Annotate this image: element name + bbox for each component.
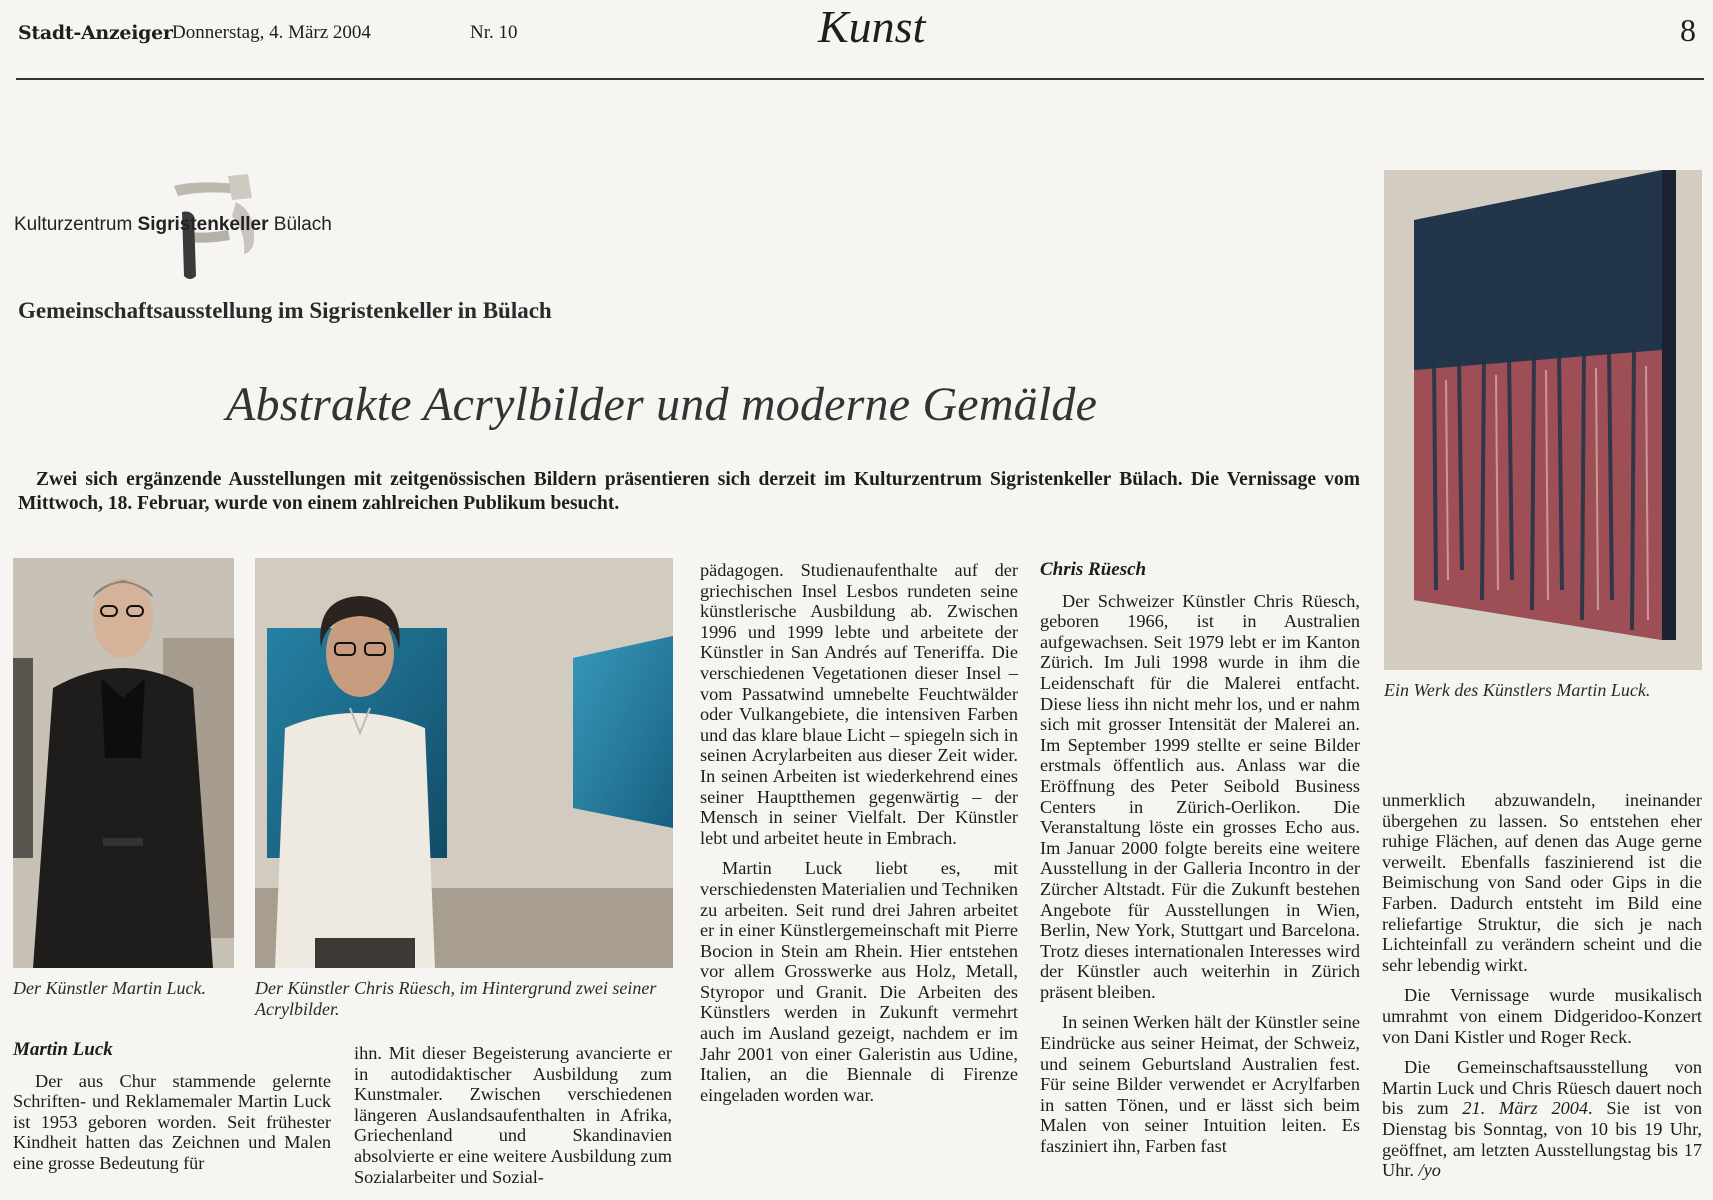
photo-artwork-martin-luck bbox=[1384, 170, 1702, 670]
paragraph: Die Gemeinschaftsausstellung von Martin Luck und Chris Rüesch dauert noch bis zum 21. März 2004. Sie ist von Dienstag bis Sonntag, von 10 bis 19 Uhr, geöffnet, am letzten Ausstellungstag bis 17 Uhr. /yo bbox=[1382, 1057, 1703, 1181]
article-column-3 bbox=[700, 560, 1018, 1105]
article-column-1 bbox=[13, 1040, 331, 1174]
photo-caption: Ein Werk des Künstlers Martin Luck. bbox=[1384, 680, 1651, 700]
headline: Abstrakte Acrylbilder und moderne Gemälde bbox=[226, 378, 1098, 431]
paragraph: Martin Luck liebt es, mit verschiedensten Materialien und Techniken zu arbeiten. Seit rund drei Jahren arbeitet er in einer Künstlergemeinschaft mit Pierre Bocion in Stein am Rhein. Hier entstehen vor allem Grosswerke aus Holz, Metall, Styropor und Granit. Die Arbeiten des Künstlers werden in Zukunft vermehrt auch im Ausland gezeigt, nachdem er im Jahr 2001 von einer Galeristin aus Udine, Italien, an die Biennale di Firenze eingeladen worden war. bbox=[700, 858, 1018, 1105]
kulturzentrum-logo-text: Kulturzentrum Sigristenkeller Bülach bbox=[14, 214, 332, 235]
paragraph: In seinen Werken hält der Künstler seine Eindrücke aus seiner Heimat, der Schweiz, und seinem Geburtsland Australien fest. Für seine Bilder verwendet er Acrylfarben in satten Tönen, und er lässt sich beim Malen von seiner Intuition leiten. Es fasziniert ihn, Farben fast bbox=[1040, 1012, 1360, 1157]
paragraph: Der Schweizer Künstler Chris Rüesch, geboren 1966, ist in Australien aufgewachsen. Seit 1979 lebt er im Kanton Zürich. Im Juli 1998 wurde in ihm die Leidenschaft für die Malerei entfacht. Diese liess ihn nicht mehr los, und er nahm sich mit grosser Intensität der Malerei an. Im September 1999 stellte er seine Bilder erstmals öffentlich aus. Anlass war die Eröffnung des Peter Seibold Business Centers in Zürich-Oerlikon. Die Veranstaltung löste ein grosses Echo aus. Im Januar 2000 folgte bereits eine weitere Ausstellung in der Galleria Incontro in der Zürcher Altstadt. Für die Zukunft bestehen Angebote für Ausstellungen in Wien, Berlin, New York, Stuttgart und Barcelona. Trotz dieses internationalen Interesses wird der Künstler auch weiterhin in Zürich präsent bleiben. bbox=[1040, 590, 1360, 1002]
issue-number: Nr. 10 bbox=[470, 22, 518, 43]
article-column-2 bbox=[354, 1043, 672, 1187]
page-number: 8 bbox=[1680, 12, 1696, 48]
subhead-chris-rueesch: Chris Rüesch bbox=[1040, 559, 1147, 580]
subhead-martin-luck: Martin Luck bbox=[13, 1039, 113, 1060]
kicker: Gemeinschaftsausstellung im Sigristenkeller in Bülach bbox=[18, 298, 552, 323]
photo-chris-rueesch bbox=[255, 558, 673, 968]
paragraph: pädagogen. Studienaufenthalte auf der griechischen Insel Lesbos rundeten seine künstlerische Ausbildung ab. Zwischen 1996 und 1999 lebte und arbeitete der Künstler in San Andrés auf Teneriffa. Die verschiedenen Vegetationen dieser Insel – vom Passatwind umnebelte Feuchtwälder oder Vulkangebiete, die intensiven Farben und das klare blaue Licht – spiegeln sich in seinen Acrylarbeiten aus dieser Zeit wider. In seinen Arbeiten ist wiederkehrend eines seiner Hauptthemen gegenwärtig – der Mensch in seiner Vielfalt. Der Künstler lebt und arbeitet heute in Embrach. bbox=[700, 560, 1018, 848]
newspaper-name: Stadt-Anzeiger bbox=[18, 22, 173, 44]
article-column-5 bbox=[1382, 790, 1702, 1181]
article-column-4 bbox=[1040, 560, 1360, 1157]
photo-martin-luck bbox=[13, 558, 234, 968]
issue-date: Donnerstag, 4. März 2004 bbox=[172, 22, 371, 43]
lead-paragraph: Zwei sich ergänzende Ausstellungen mit zeitgenössischen Bildern präsentieren sich derzeit im Kulturzentrum Sigristenkeller Bülach. Die Vernissage vom Mittwoch, 18. Februar, wurde von einem zahlreichen Publikum besucht. bbox=[18, 469, 1360, 514]
paragraph: Der aus Chur stammende gelernte Schriften- und Reklamemaler Martin Luck ist 1953 geboren worden. Seit frühester Kindheit hatten das Zeichnen und Malen eine grosse Bedeutung für bbox=[13, 1070, 331, 1173]
paragraph: Die Vernissage wurde musikalisch umrahmt von einem Didgeridoo-Konzert von Dani Kistler und Roger Reck. bbox=[1382, 985, 1702, 1047]
section-title: Kunst bbox=[818, 1, 926, 52]
paragraph: ihn. Mit dieser Begeisterung avancierte er in autodidaktischer Ausbildung zum Kunstmaler. Zwischen verschiedenen längeren Auslandsaufenthalten in Afrika, Griechenland und Skandinavien absolvierte er eine weitere Ausbildung zum Sozialarbeiter und Sozial- bbox=[354, 1043, 672, 1187]
photo-caption: Der Künstler Chris Rüesch, im Hintergrund zwei seiner Acrylbilder. bbox=[255, 978, 657, 1019]
photo-caption: Der Künstler Martin Luck. bbox=[13, 978, 206, 998]
header-rule bbox=[16, 78, 1704, 80]
paragraph: unmerklich abzuwandeln, ineinander übergehen zu lassen. So entstehen eher ruhige Flächen, auf denen das Auge gerne verweilt. Ebenfalls faszinierend ist die Beimischung von Sand oder Gips in die Farben. Dadurch entsteht im Bild eine reliefartige Struktur, die sich je nach Lichteinfall zu verändern scheint und die sehr lebendig wirkt. bbox=[1382, 790, 1702, 975]
